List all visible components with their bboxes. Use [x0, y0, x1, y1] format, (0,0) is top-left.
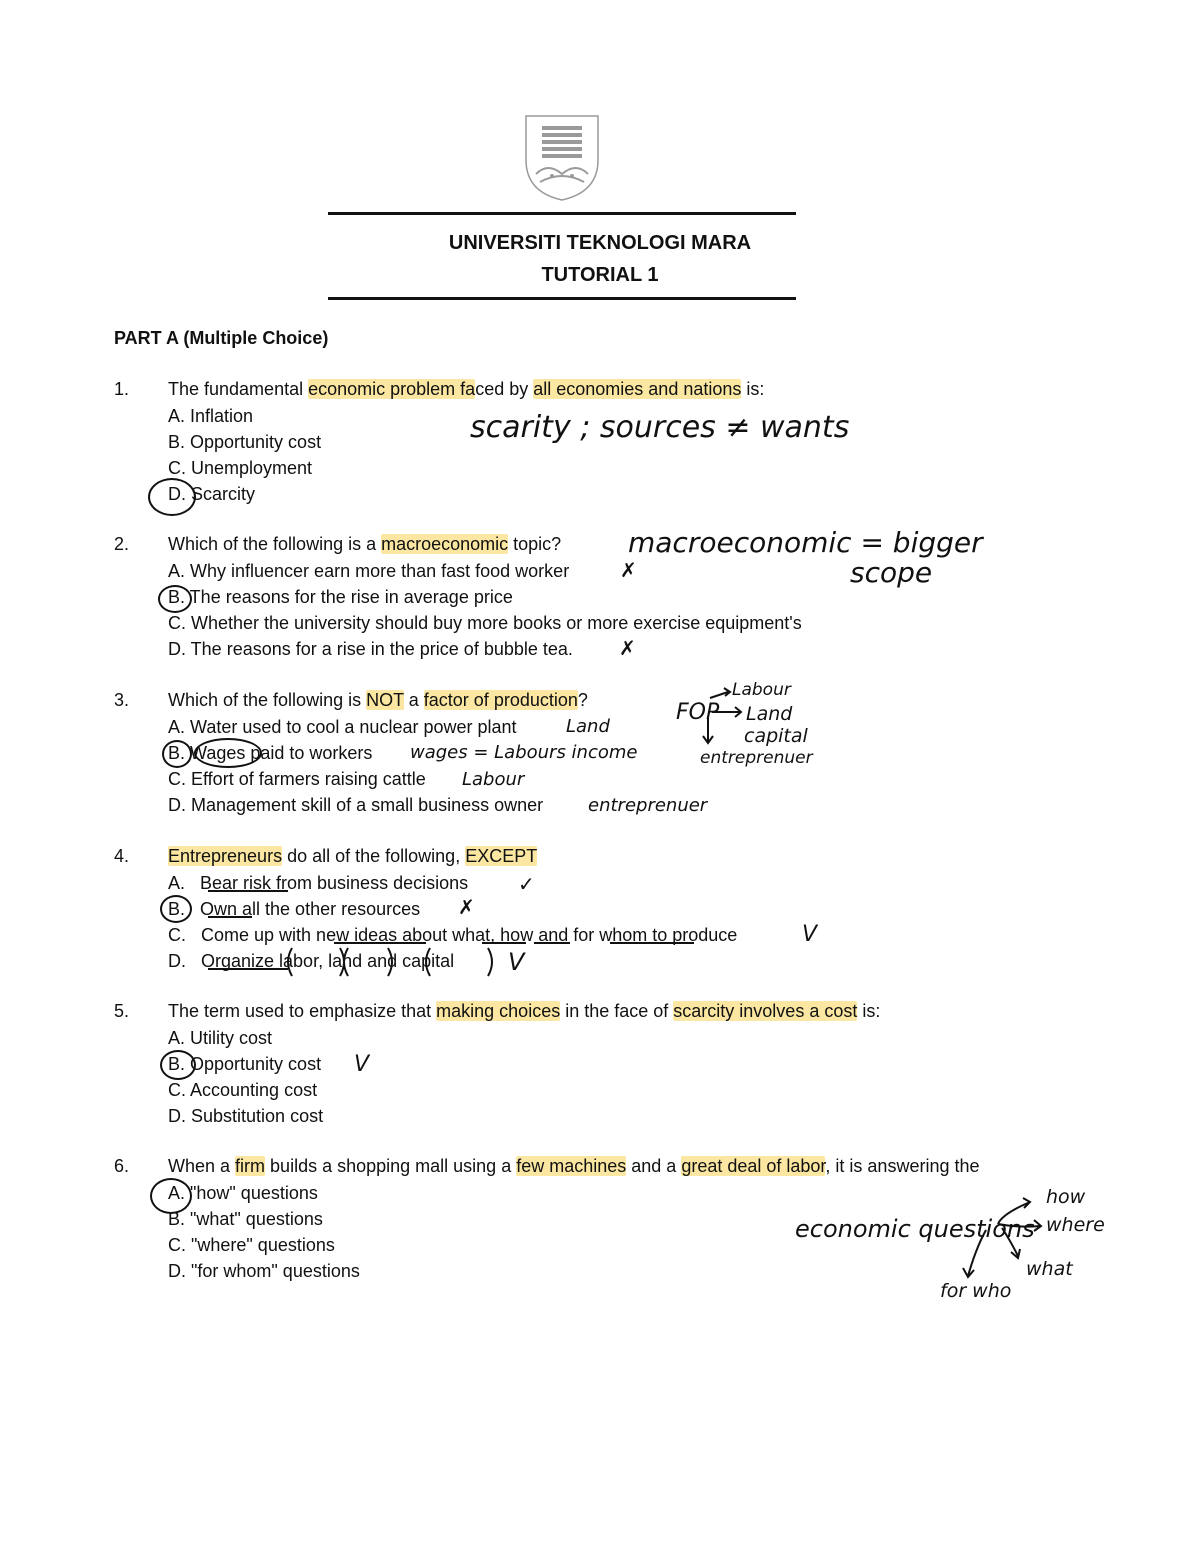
eq-item: what: [1026, 1258, 1073, 1280]
note-q3-land: Land: [566, 716, 610, 737]
cross-mark: ✗: [619, 636, 636, 660]
highlighted-text: making choices: [436, 1001, 561, 1021]
fop-item: Labour: [732, 680, 791, 700]
question-stem: [168, 533, 561, 555]
university-name: UNIVERSITI TEKNOLOGI MARA: [448, 232, 752, 254]
stem-text: The term used to emphasize that: [168, 1001, 437, 1021]
answer-option: D. The reasons for a rise in the price of bubble tea.: [168, 639, 573, 659]
eq-item: for who: [940, 1280, 1012, 1302]
answer-circle-q3: [162, 740, 192, 768]
cross-mark: ✗: [620, 558, 637, 582]
answer-circle-q1: [148, 478, 196, 516]
highlighted-text: firm: [235, 1156, 266, 1176]
fop-label: FOP: [676, 700, 720, 725]
tutorial-title: TUTORIAL 1: [541, 264, 659, 286]
answer-option: A. "how" questions: [168, 1183, 318, 1203]
question-number: 5.: [114, 1001, 130, 1021]
answer-option: C. Whether the university should buy more books or more exercise equipment's: [168, 613, 802, 633]
note-q3-entrepreneur: entreprenuer: [588, 795, 708, 816]
answer-option: B. Own all the other resources: [168, 899, 421, 919]
stem-text: do all of the following,: [282, 846, 466, 866]
answer-option: C. Unemployment: [168, 458, 313, 478]
answer-option: A. Inflation: [168, 406, 254, 426]
stem-text: and a: [626, 1156, 682, 1176]
question-stem: [168, 689, 588, 711]
question-number: 1.: [114, 379, 130, 399]
highlighted-text: scarcity involves a cost: [673, 1001, 858, 1021]
answer-option: C. Come up with new ideas about what, how and for whom to produce: [168, 925, 738, 945]
question-stem: [168, 1000, 880, 1022]
note-q2-scope: scope: [850, 556, 933, 589]
answer-option: B. Opportunity cost: [168, 432, 322, 452]
wages-circle: [194, 738, 262, 768]
stem-text: builds a shopping mall using a: [265, 1156, 517, 1176]
answer-option: C. Accounting cost: [168, 1080, 318, 1100]
stem-text: ced by: [475, 379, 534, 399]
question-number: 6.: [114, 1156, 130, 1176]
stem-text: The fundamental: [168, 379, 309, 399]
answer-option: B. The reasons for the rise in average price: [168, 587, 513, 607]
underline: [208, 890, 288, 892]
answer-option: A. Utility cost: [168, 1028, 273, 1048]
stem-text: , it is answering the: [825, 1156, 980, 1176]
fop-arrows: [700, 684, 750, 754]
underline: [208, 968, 288, 970]
highlighted-text: NOT: [366, 690, 404, 710]
answer-option: C. "where" questions: [168, 1235, 335, 1255]
answer-option: D. Substitution cost: [168, 1106, 324, 1126]
highlighted-text: all economies and nations: [533, 379, 742, 399]
answer-option: B. Wages paid to workers: [168, 743, 373, 763]
highlighted-text: factor of production: [423, 690, 578, 710]
stem-text: Which of the following is a: [168, 534, 382, 554]
note-q1-scarcity: scarity ; sources ≠ wants: [470, 410, 850, 445]
highlighted-text: EXCEPT: [465, 846, 538, 866]
question-number: 2.: [114, 534, 130, 554]
university-logo: [522, 112, 602, 202]
highlighted-text: few machines: [516, 1156, 627, 1176]
question-stem: [168, 845, 537, 867]
underline: [534, 942, 570, 944]
question-stem: [168, 378, 764, 400]
note-q3-labour: Labour: [462, 769, 525, 790]
answer-option: C. Effort of farmers raising cattle: [168, 769, 426, 789]
check-mark: V: [508, 948, 525, 976]
stem-text: is:: [857, 1001, 881, 1021]
underline: [482, 942, 526, 944]
highlighted-text: macroeconomic: [381, 534, 509, 554]
answer-option: A. Bear risk from business decisions: [168, 873, 469, 893]
fop-item: Land: [746, 703, 793, 725]
underline: [208, 916, 252, 918]
answer-option: D. Organize labor, land and capital: [168, 951, 455, 971]
stem-text: When a: [168, 1156, 236, 1176]
answer-circle-q4: [160, 895, 192, 923]
stem-text: topic?: [508, 534, 562, 554]
note-q3-wages: wages = Labours income: [410, 742, 638, 763]
check-mark: V: [802, 922, 818, 947]
answer-circle-q5: [160, 1050, 196, 1080]
stem-text: ?: [577, 690, 588, 710]
highlighted-text: economic problem fa: [308, 379, 476, 399]
header-bottom-rule: [328, 297, 796, 300]
check-mark: V: [354, 1052, 370, 1077]
part-title: PART A (Multiple Choice): [114, 328, 329, 348]
highlighted-text: great deal of labor: [681, 1156, 826, 1176]
header-top-rule: [328, 212, 796, 215]
cross-mark: ✗: [458, 895, 475, 919]
question-number: 3.: [114, 690, 130, 710]
underline: [610, 942, 694, 944]
check-mark: ✓: [518, 872, 535, 896]
underline: [334, 942, 426, 944]
fop-item: entreprenuer: [700, 748, 813, 768]
bracket-marks: [284, 946, 494, 978]
note-q2-macro: macroeconomic = bigger: [628, 526, 983, 559]
answer-option: D. Management skill of a small business owner: [168, 795, 544, 815]
fop-item: capital: [744, 725, 808, 747]
answer-option: A. Why influencer earn more than fast food worker: [168, 561, 570, 581]
answer-option: A. Water used to cool a nuclear power plant: [168, 717, 517, 737]
question-number: 4.: [114, 846, 130, 866]
question-stem: [168, 1155, 980, 1177]
answer-option: B. Opportunity cost: [168, 1054, 322, 1074]
answer-option: B. "what" questions: [168, 1209, 323, 1229]
answer-option: D. "for whom" questions: [168, 1261, 360, 1281]
highlighted-text: Entrepreneurs: [168, 846, 283, 866]
answer-option: D. Scarcity: [168, 484, 256, 504]
eq-item: where: [1046, 1214, 1105, 1236]
stem-text: in the face of: [560, 1001, 674, 1021]
answer-circle-q6: [150, 1178, 192, 1214]
stem-text: Which of the following is: [168, 690, 367, 710]
stem-text: a: [403, 690, 424, 710]
eq-label: economic questions: [795, 1215, 1035, 1243]
stem-text: is:: [741, 379, 765, 399]
eq-arrows: [940, 1188, 1050, 1288]
answer-circle-q2: [158, 585, 192, 613]
eq-item: how: [1046, 1186, 1086, 1208]
